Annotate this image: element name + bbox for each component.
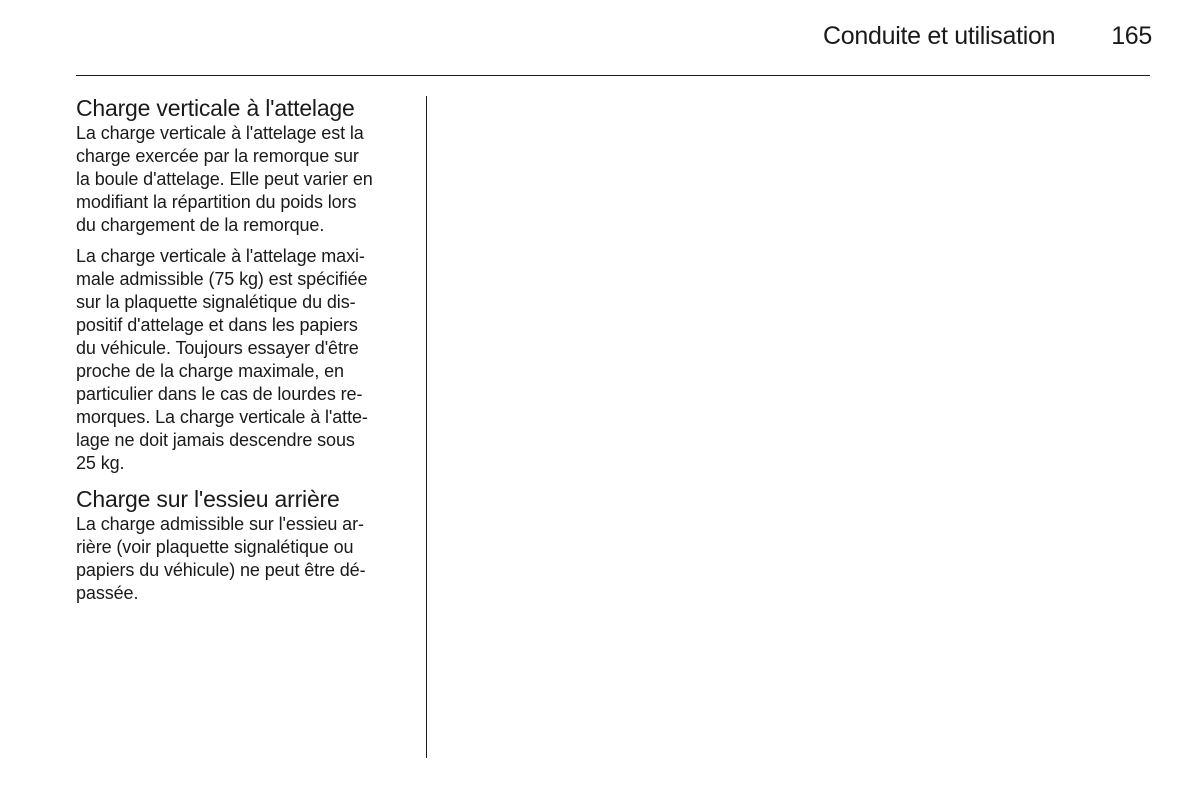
text-line: La charge admissible sur l'essieu ar- xyxy=(76,514,364,534)
text-line: La charge verticale à l'attelage maxi- xyxy=(76,246,365,266)
page-number: 165 xyxy=(1111,22,1152,50)
text-line: passée. xyxy=(76,583,139,603)
text-line: La charge verticale à l'attelage est la xyxy=(76,123,364,143)
paragraph xyxy=(76,513,412,605)
header-rule xyxy=(76,75,1150,76)
text-line: morques. La charge verticale à l'atte- xyxy=(76,407,368,427)
text-line: du chargement de la remorque. xyxy=(76,215,325,235)
text-line: sur la plaquette signalétique du dis- xyxy=(76,292,356,312)
text-line: proche de la charge maximale, en xyxy=(76,361,344,381)
paragraph xyxy=(76,245,412,475)
section-heading: Charge sur l'essieu arrière xyxy=(76,486,340,512)
section-heading: Charge verticale à l'attelage xyxy=(76,95,355,121)
text-line: lage ne doit jamais descendre sous xyxy=(76,430,355,450)
text-line: positif d'attelage et dans les papiers xyxy=(76,315,358,335)
text-line: du véhicule. Toujours essayer d'être xyxy=(76,338,359,358)
section-rear-axle-load xyxy=(76,485,412,605)
text-line: 25 kg. xyxy=(76,453,125,473)
text-line: modifiant la répartition du poids lors xyxy=(76,192,357,212)
left-column xyxy=(76,94,412,605)
section-tongue-load xyxy=(76,94,412,475)
text-line: particulier dans le cas de lourdes re- xyxy=(76,384,363,404)
page-header xyxy=(823,22,1152,51)
column-divider xyxy=(426,96,427,758)
paragraph xyxy=(76,122,412,237)
text-line: la boule d'attelage. Elle peut varier en xyxy=(76,169,373,189)
text-line: rière (voir plaquette signalétique ou xyxy=(76,537,354,557)
text-line: papiers du véhicule) ne peut être dé- xyxy=(76,560,366,580)
chapter-title: Conduite et utilisation xyxy=(823,22,1056,50)
text-line: charge exercée par la remorque sur xyxy=(76,146,359,166)
text-line: male admissible (75 kg) est spécifiée xyxy=(76,269,368,289)
